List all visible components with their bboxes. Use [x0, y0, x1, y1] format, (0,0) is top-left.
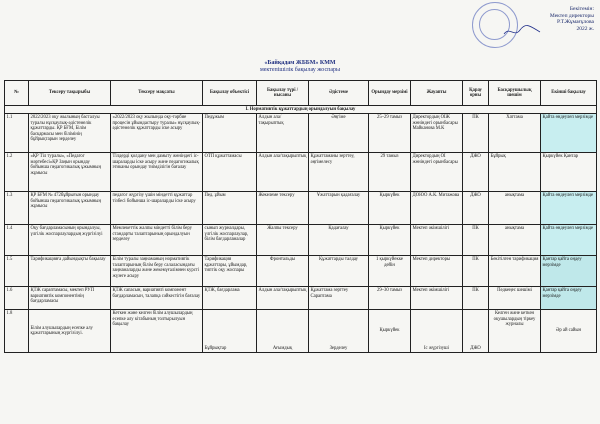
cell-purpose: педагог жүргізу үшін міндетті құжаттар тізбесі бойынша іс-шараларды іске асыру — [111, 192, 203, 225]
cell-responsible: Директордың ОІЖ жөніндегі орынбасары Майканова М.К — [411, 114, 463, 153]
col-type: Бақылау түрі / нысаны — [257, 81, 309, 106]
cell-topic: Білім алушылардың есепке алу құжаттарының жүргізілуі. — [29, 310, 111, 353]
col-decision: Басқарушылық шешім — [489, 81, 541, 106]
cell-type: Алдын ала/тақырыптық — [257, 287, 309, 310]
cell-second-control: Қыркүйек Қантар — [541, 153, 597, 192]
cell-topic: Тарификацияға дайындықты бақылау — [29, 256, 111, 287]
cell-purpose: Білім туралы заңнаманың нормативтік талаптарының білім беру салаласындағы заңнамаларды және жекемүғалімнен курсті жүзеге асыру — [111, 256, 203, 287]
cell-type: Алдын ала/ тақырыптық — [257, 114, 309, 153]
table-row — [5, 310, 597, 353]
document-title-line-2: мектепішілік бақылау жоспары — [259, 67, 341, 73]
cell-decision: Келген және кеткен оқушылардың тіркеу журналы — [489, 310, 541, 353]
table-row — [5, 192, 597, 225]
cell-second-control: Қайта өндеулеп мерзімде — [541, 225, 597, 256]
table-header-row — [5, 81, 597, 106]
table-row — [5, 114, 597, 153]
cell-topic: Оқу бағдарламасының орындалуы, үлгілік жоспарлаулардың жүргізілуі — [29, 225, 111, 256]
col-second-control: Екінші бақылау — [541, 81, 597, 106]
approval-line-3: Р.Т.Жұмағұлова — [557, 19, 594, 26]
cell-purpose: Тілдерді қолдану мен дамыту жөніндегі іс-шараларды іске асыру және педагогикалық этиканы орындау тиімділігін бағалау — [111, 153, 203, 192]
cell-responsible: Мектеп әкімшілігі — [411, 225, 463, 256]
cell-purpose: ҚТЖ сапасын, вариативті компонент бағдарламасын, талапқа сәйкестігін бағалау — [111, 287, 203, 310]
cell-place: ДЖО — [463, 310, 489, 353]
cell-responsible: Мектеп әкімшілігі — [411, 287, 463, 310]
cell-type: Алдын ала/тақырыптық — [257, 153, 309, 192]
cell-decision: Бұйрық — [489, 153, 541, 192]
col-responsible: Жауапты — [411, 81, 463, 106]
cell-place: ДЖО — [463, 153, 489, 192]
cell-decision: Бекітілген тарификация — [489, 256, 541, 287]
cell-decision: анықтама — [489, 225, 541, 256]
col-object: Бақылау объектісі — [203, 81, 257, 106]
cell-number: 1.5 — [5, 256, 29, 287]
cell-object: Пед. ұйым — [203, 192, 257, 225]
cell-deadline: 29–30 тамыз — [369, 287, 411, 310]
cell-number: 1.4 — [5, 225, 29, 256]
cell-second-control: Әр ай сайын — [541, 310, 597, 353]
col-deadline: Орындау мерзімі — [369, 81, 411, 106]
cell-second-control: Қантар қайта оңдеу мерзімде — [541, 256, 597, 287]
cell-second-control: Қайта өндеулеп мерзімде — [541, 114, 597, 153]
cell-purpose: Мемлекеттік жалпы міндетті білім беру стандарты талаптарының орындалуын зерделеу — [111, 225, 203, 256]
cell-responsible: Мектеп директоры — [411, 256, 463, 287]
cell-object: Педұжым — [203, 114, 257, 153]
cell-place: ПК — [463, 287, 489, 310]
cell-method: Әңгіме — [309, 114, 369, 153]
cell-deadline: Қыркүйек — [369, 192, 411, 225]
cell-responsible: Директордың ОІ жөніндегі орынбасары — [411, 153, 463, 192]
cell-object: ОТП құжаттамасы — [203, 153, 257, 192]
cell-place: ПК — [463, 114, 489, 153]
document-title — [0, 60, 600, 74]
cell-type: Жекелеме тексеру — [257, 192, 309, 225]
cell-purpose: Кеткен және келген білім алушылардың есепке алу кітабының толтырылуын бақылау — [111, 310, 203, 353]
cell-type: Ағымдық — [257, 310, 309, 353]
cell-method: Қадағалау — [309, 225, 369, 256]
plan-table — [4, 80, 597, 353]
cell-deadline: 29 тамыз — [369, 153, 411, 192]
cell-place: ПК — [463, 225, 489, 256]
cell-type: Жалпы тексеру — [257, 225, 309, 256]
cell-method: Құжаттама зерттеу Сараптама — [309, 287, 369, 310]
col-purpose: Тексеру мақсаты — [111, 81, 203, 106]
cell-number: 1.6 — [5, 287, 29, 310]
cell-deadline: Қыркүйек — [369, 225, 411, 256]
cell-decision: анықтама — [489, 192, 541, 225]
cell-deadline: Қыркүйек — [369, 310, 411, 353]
cell-topic: ҚР БҒМ № 472бұйрығын орындау бойынша педагогикалық ұжымның жұмысы — [29, 192, 111, 225]
cell-number: 1.2 — [5, 153, 29, 192]
col-method: Әдістеме — [309, 81, 369, 106]
cell-type: Фронтальды — [257, 256, 309, 287]
plan-table-wrapper — [4, 80, 596, 353]
col-topic: Тексеру тақырыбы — [29, 81, 111, 106]
approval-line-2: Мектеп директоры — [549, 12, 594, 19]
table-row — [5, 287, 597, 310]
cell-topic: «ҚР Тіл туралы», «Педагог мәртебесі»ҚР Заңын орындау бойынша педагогикалық ұжымның жұмысы — [29, 153, 111, 192]
cell-object: сынып журналдары, үлгілік жоспарлаулар, білім бағдарламалар — [203, 225, 257, 256]
cell-second-control: Қантар қайта оңдеу мерзімде — [541, 287, 597, 310]
approval-line-4: 2022 ж. — [576, 25, 594, 32]
cell-second-control: Қайта өндеулеп мерзімде — [541, 192, 597, 225]
table-row — [5, 256, 597, 287]
section-title: I. Нормативтік құжаттардың орындалуын бақылау — [5, 106, 597, 114]
cell-deadline: 25–29 тамыз — [369, 114, 411, 153]
table-row — [5, 225, 597, 256]
cell-method: Құжаттарды талдау — [309, 256, 369, 287]
cell-number: 1.8 — [5, 310, 29, 353]
cell-responsible: ДОЮО А.К. Митажова — [411, 192, 463, 225]
cell-deadline: 1 қыркүйекке дейін — [369, 256, 411, 287]
cell-place: ДЖО — [463, 192, 489, 225]
document-title-line-1: «Байқадам ЖББМ» КММ — [264, 60, 336, 66]
cell-method: Құжаттаманы зерттеу, әңгімелесу — [309, 153, 369, 192]
cell-object: ҚТЖ, бағдарлама — [203, 287, 257, 310]
cell-topic: 2022/2023 оқу жылының басталуы туралы нұсқаулық-әдістемелік құжаттарды. ҚР БҒМ, Білім басқармасы мен білімінің бұйрықтарын зерделеу — [29, 114, 111, 153]
cell-purpose: «2022/2023 оқу жылында оқу-тәрбие процесін ұйымдастыру туралы» нұсқаулық-әдістемелік құжаттарды іске асыру — [111, 114, 203, 153]
section-row — [5, 106, 597, 114]
cell-decision: Педкеңес шешімі — [489, 287, 541, 310]
table-row — [5, 153, 597, 192]
cell-method: Зерделеу — [309, 310, 369, 353]
col-place: Қарау орны — [463, 81, 489, 106]
cell-object: Тарификация құжаттары, ұйымдар, типтік оқу жоспары — [203, 256, 257, 287]
cell-decision: Хаттама — [489, 114, 541, 153]
cell-number: 1.3 — [5, 192, 29, 225]
approval-line-1: Бекітемін: — [569, 6, 594, 12]
cell-responsible: Іс жүргізуші — [411, 310, 463, 353]
cell-method: Ұжаттарын қадағалау — [309, 192, 369, 225]
approval-block — [484, 6, 594, 32]
cell-object: Бұйрықтар — [203, 310, 257, 353]
col-number: № — [5, 81, 29, 106]
cell-topic: ҚТЖ сараптамасы, мектеп РУП вариативтік компонентінің бағдарламасы — [29, 287, 111, 310]
cell-number: 1.1 — [5, 114, 29, 153]
cell-place: ПК — [463, 256, 489, 287]
